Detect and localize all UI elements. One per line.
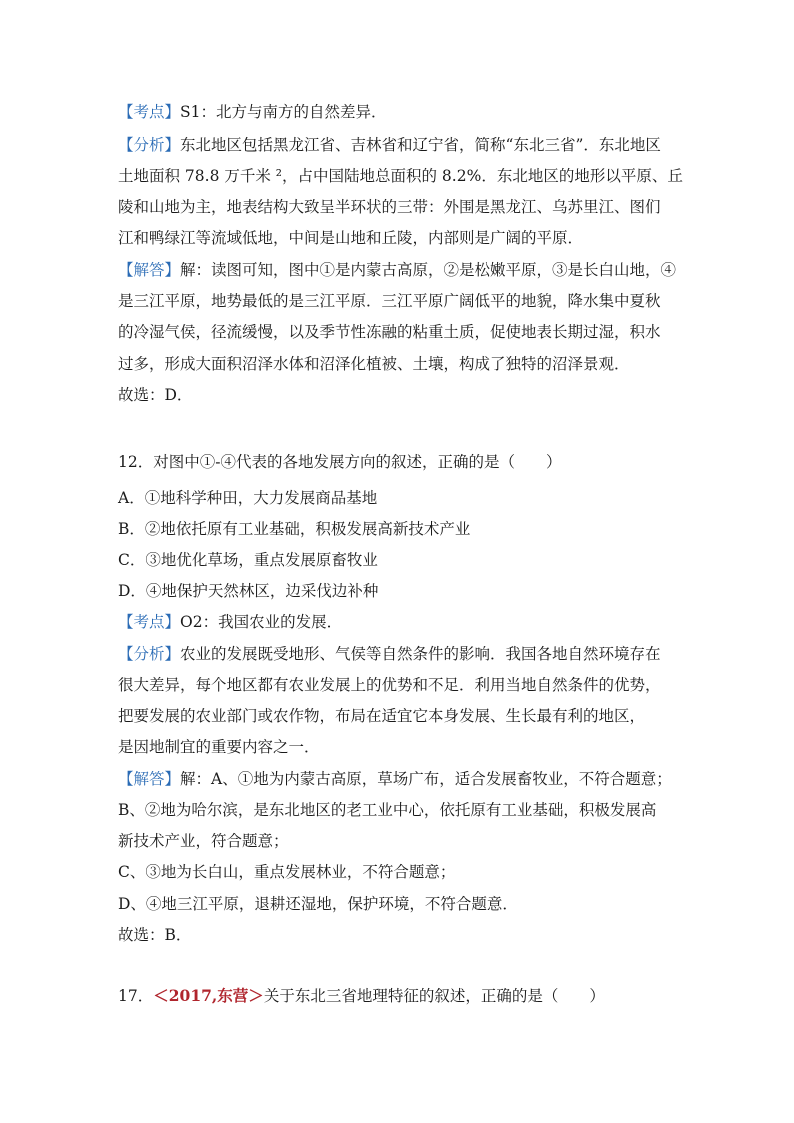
- answer-line: 故选：D．: [118, 386, 193, 404]
- fenxi-text: 土地面积 78.8 万千米 ²，占中国陆地总面积的 8.2%．东北地区的地形以平原、丘: [118, 167, 683, 185]
- jieda-line: [118, 769, 678, 789]
- jieda-text: 的冷湿气侯，径流缓慢，以及季节性冻融的粘重土质，促使地表长期过湿，积水: [118, 323, 661, 341]
- jieda-text: 过多，形成大面积沼泽水体和沼泽化植被、土壤，构成了独特的沼泽景观．: [118, 355, 630, 373]
- question-text: 关于东北三省地理特征的叙述，正确的是（ ）: [263, 987, 605, 1005]
- option-d: D．④地保护天然林区，边采伐边补种: [118, 582, 379, 600]
- fenxi-text: 东北地区包括黑龙江省、吉林省和辽宁省，简称“东北三省”．东北地区: [180, 136, 661, 154]
- jieda-text: B、②地为哈尔滨，是东北地区的老工业中心，依托原有工业基础，积极发展高: [118, 801, 657, 819]
- question-number: 17．: [118, 987, 154, 1005]
- fenxi-text: 是因地制宜的重要内容之一．: [118, 738, 320, 756]
- source-close: ＞: [248, 986, 264, 1005]
- fenxi-text: 很大差异，每个地区都有农业发展上的优势和不足．利用当地自然条件的优势，: [118, 676, 661, 694]
- kaodian-line: [118, 102, 678, 122]
- question-12: 12．对图中①-④代表的各地发展方向的叙述，正确的是（ ）: [118, 453, 562, 471]
- jieda-text: 新技术产业，符合题意；: [118, 832, 289, 850]
- option-b: B．②地依托原有工业基础，积极发展高新技术产业: [118, 520, 471, 538]
- jieda-tag: 【解答】: [118, 770, 181, 788]
- fenxi-text: 陵和山地为主，地表结构大致呈半环状的三带：外围是黑龙江、乌苏里江、图们: [118, 198, 661, 216]
- kaodian-line: [118, 612, 678, 632]
- jieda-text: C、③地为长白山，重点发展林业，不符合题意；: [118, 863, 456, 881]
- answer-line: 故选：B．: [118, 926, 192, 944]
- kaodian-tag: 【考点】: [118, 103, 181, 121]
- jieda-text: 是三江平原，地势最低的是三江平原．三江平原广阔低平的地貌，降水集中夏秋: [118, 292, 661, 310]
- jieda-text: 解：读图可知，图中①是内蒙古高原，②是松嫩平原，③是长白山地，④: [180, 261, 677, 279]
- jieda-line: [118, 260, 678, 280]
- fenxi-line: [118, 644, 678, 664]
- option-a: A．①地科学种田，大力发展商品基地: [118, 489, 378, 507]
- fenxi-text: 农业的发展既受地形、气侯等自然条件的影响．我国各地自然环境存在: [180, 645, 661, 663]
- fenxi-text: 把要发展的农业部门或农作物，布局在适宜它本身发展、生长最有利的地区，: [118, 707, 646, 725]
- jieda-text: D、④地三江平原，退耕还湿地，保护环境，不符合题意．: [118, 895, 518, 913]
- source-open: ＜: [153, 986, 169, 1005]
- fenxi-tag: 【分析】: [118, 645, 181, 663]
- kaodian-tag: 【考点】: [118, 613, 181, 631]
- source-tag: 2017,东营: [168, 986, 249, 1005]
- question-17: [118, 986, 678, 1006]
- fenxi-text: 江和鸭绿江等流域低地，中间是山地和丘陵，内部则是广阔的平原．: [118, 229, 584, 247]
- option-c: C．③地优化草场，重点发展原畜牧业: [118, 551, 378, 569]
- kaodian-text: O2：我国农业的发展．: [180, 613, 343, 631]
- fenxi-tag: 【分析】: [118, 136, 181, 154]
- fenxi-line: [118, 135, 678, 155]
- jieda-text: 解：A、①地为内蒙古高原，草场广布，适合发展畜牧业，不符合题意；: [180, 770, 672, 788]
- kaodian-text: S1：北方与南方的自然差异．: [180, 103, 387, 121]
- jieda-tag: 【解答】: [118, 261, 181, 279]
